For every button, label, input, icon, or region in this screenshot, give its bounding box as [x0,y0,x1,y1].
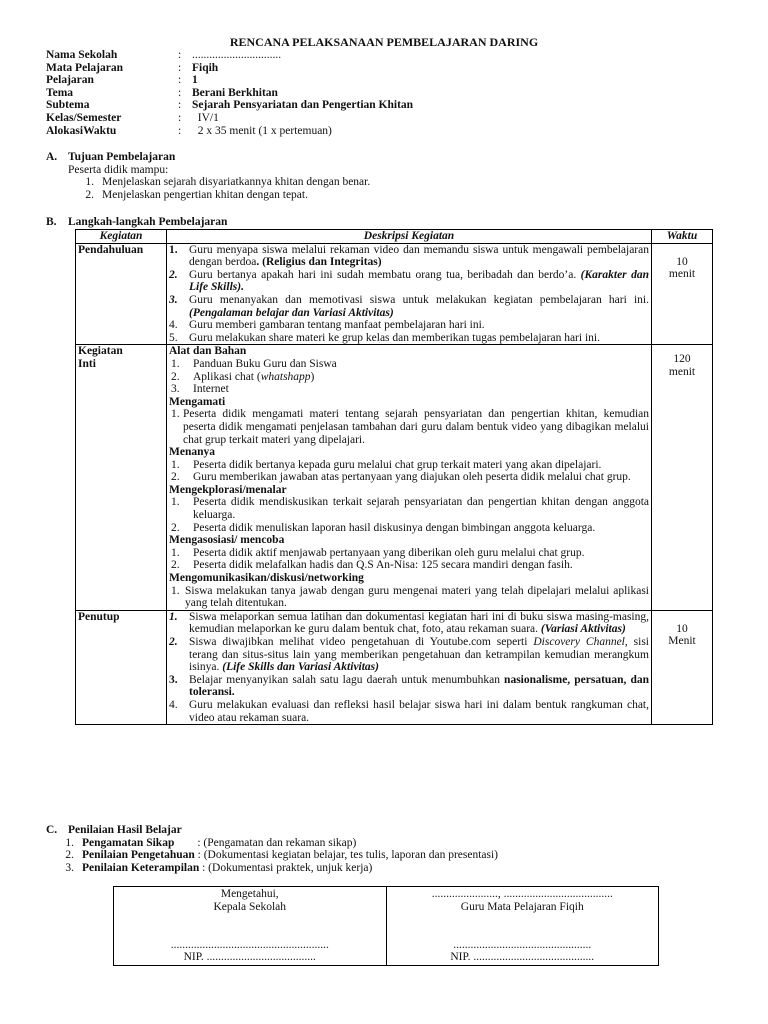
row-description [167,345,652,610]
header-deskripsi: Deskripsi Kegiatan [167,230,652,244]
meta-key: Kelas/Semester [46,111,122,124]
list-item: 1. Peserta didik bertanya kepada guru melalui chat grup terkait materi yang akan dipelajari. [171,458,602,471]
section-letter: A. [46,151,58,163]
list-item: 2. Menjelaskan pengertian khitan dengan tepat. [85,188,308,201]
meta-key: Nama Sekolah [46,49,118,61]
list-item: 4. Guru memberi gambaran tentang manfaat pembelajaran hari ini. [169,319,485,332]
meta-key: Tema [46,86,74,99]
meta-row: Pelajaran : 1 [46,74,198,87]
list-item: 3. Internet [171,383,229,396]
row-description [167,243,652,345]
meta-value: Sejarah Pensyariatan dan Pengertian Khitan [192,99,414,112]
subheading: Mengamati [169,395,226,408]
list-item: 1. Peserta didik mengamati materi tentang sejarah pensyariatan dan pengertian khitan, kemudian peserta didik mengamati penjelasan tambahan dari guru dalam bentuk video yang dibagikan melalui chat grup terkait materi yang dipelajari. [171,408,649,446]
meta-value: ............................... [192,49,282,61]
meta-row: Kelas/Semester : IV/1 [46,111,219,124]
list-item: 1. Peserta didik aktif menjawab pertanyaan yang diberikan oleh guru melalui chat grup. [171,546,585,559]
row-label: Kegiatan Inti [76,345,167,610]
table-row [76,610,713,724]
subheading: Mengekplorasi/menalar [169,483,287,496]
list-item: 3. Guru menanyakan dan memotivasi siswa untuk melakukan kegiatan pembelajaran hari ini. (Pengalaman belajar dan Variasi Aktivitas) [169,293,649,319]
subheading: Mengasosiasi/ mencoba [169,534,285,547]
row-time: 10 menit [652,243,713,345]
list-item: 2. Aplikasi chat (whatshapp) [171,370,315,383]
list-item: 2. Siswa diwajibkan melihat video pengetahuan di Youtube.com seperti Discovery Channel, sisi terang dan situs-situs lain yang memberikan pengetahuan dan ketrampilan kemudian merangkum isinya. (Life Skills dan Variasi Aktivitas) [169,636,650,674]
header-kegiatan: Kegiatan [76,230,167,244]
list-item: 1. Siswa melakukan tanya jawab dengan guru mengenai materi yang telah dipelajari melalui aplikasi yang telah ditentukan. [171,584,649,610]
row-description [167,610,652,724]
section-heading: Penilaian Hasil Belajar [68,824,182,836]
meta-row: Subtema : Sejarah Pensyariatan dan Pengertian Khitan [46,99,414,112]
header-waktu: Waktu [652,230,713,244]
meta-value: 2 x 35 menit (1 x pertemuan) [192,124,332,137]
meta-row: AlokasiWaktu : 2 x 35 menit (1 x pertemuan) [46,124,332,137]
page-title: RENCANA PELAKSANAAN PEMBELAJARAN DARING [229,35,539,49]
meta-key: Mata Pelajaran [46,61,123,74]
list-item: 2. Guru bertanya apakah hari ini sudah membatu orang tua, beribadah dan berdo’a. (Karakter dan Life Skills). [169,268,649,294]
assessment-list [46,837,726,875]
meta-row: Nama Sekolah : ............................... [46,49,282,61]
list-item: 1. Guru menyapa siswa melalui rekaman video dan memandu siswa untuk mengawali pembelajaran dengan berdoa. (Religius dan Integritas) [169,243,649,269]
activity-table [75,229,713,725]
list-item: 1. Pengamatan Sikap : (Pengamatan dan rekaman sikap) [65,836,357,849]
row-label: Penutup [76,610,167,724]
table-row [76,243,713,345]
signature-principal: Mengetahui, Kepala Sekolah ....................................................... NIP. ...................................... [170,888,329,963]
section-objectives [46,151,726,201]
meta-value: 1 [192,74,198,87]
meta-key: AlokasiWaktu [46,124,117,137]
list-item: 4. Guru melakukan evaluasi dan refleksi hasil belajar siswa hari ini dalam bentuk rangkuman chat, video atau rekaman suara. [169,698,649,724]
meta-value: Berani Berkhitan [192,86,278,99]
list-item: 1. Menjelaskan sejarah disyariatkannya khitan dengan benar. [85,176,371,189]
meta-row: Mata Pelajaran : Fiqih [46,61,219,74]
row-time: 10 Menit [652,610,713,724]
row-time: 120 menit [652,345,713,610]
list-item: 2. Peserta didik menuliskan laporan hasil diskusinya dengan bimbingan anggota keluarga. [171,521,596,534]
meta-value: Fiqih [192,61,219,74]
table-header-row [76,230,713,244]
list-item: 1. Peserta didik mendiskusikan terkait sejarah pensyariatan dan pengertian khitan dengan anggota keluarga. [171,496,649,522]
row-label: Pendahuluan [76,243,167,345]
list-item: 2. Guru memberikan jawaban atas pertanyaan yang diajukan oleh peserta didik melalui chat grup. [171,471,631,484]
list-item: 2. Peserta didik melafalkan hadis dan Q.S An-Nisa: 125 secara mandiri dengan fasih. [171,559,573,572]
objectives-list [46,176,726,201]
section-heading: Tujuan Pembelajaran [68,151,176,163]
table-row [76,345,713,610]
list-item: 5. Guru melakukan share materi ke grup kelas dan memberikan tugas pembelajaran hari ini. [169,331,600,344]
list-item: 3. Penilaian Keterampilan : (Dokumentasi praktek, unjuk kerja) [65,861,373,874]
objectives-intro: Peserta didik mampu: [68,163,169,176]
meta-key: Pelajaran [46,74,94,87]
section-assessment [46,824,726,874]
list-item: 3. Belajar menyanyikan salah satu lagu daerah untuk menumbuhkan nasionalisme, persatuan, dan toleransi. [169,673,649,699]
list-item: 1. Siswa melaporkan semua latihan dan dokumentasi kegiatan hari ini di buku siswa masing-masing, kemudian melaporkan ke guru dalam bentuk chat, foto, atau rekaman suara. (Variasi Aktivitas) [169,610,649,636]
list-item: 1. Panduan Buku Guru dan Siswa [171,357,337,370]
section-letter: C. [46,824,58,836]
signature-box [113,886,659,966]
meta-key: Subtema [46,99,90,112]
subheading: Mengomunikasikan/diskusi/networking [169,572,364,585]
meta-value: IV/1 [192,111,219,124]
identity-block [46,49,413,137]
section-steps-heading: B. Langkah-langkah Pembelajaran [46,216,228,228]
subheading: Alat dan Bahan [169,345,247,358]
signature-teacher: ......................., ...................................... Guru Mata Pelajaran Fiqih ................................................ NIP. .......................................... [386,887,659,965]
list-item: 2. Penilaian Pengetahuan : (Dokumentasi kegiatan belajar, tes tulis, laporan dan presentasi) [65,849,499,862]
meta-row: Tema : Berani Berkhitan [46,86,278,99]
subheading: Menanya [169,446,215,459]
